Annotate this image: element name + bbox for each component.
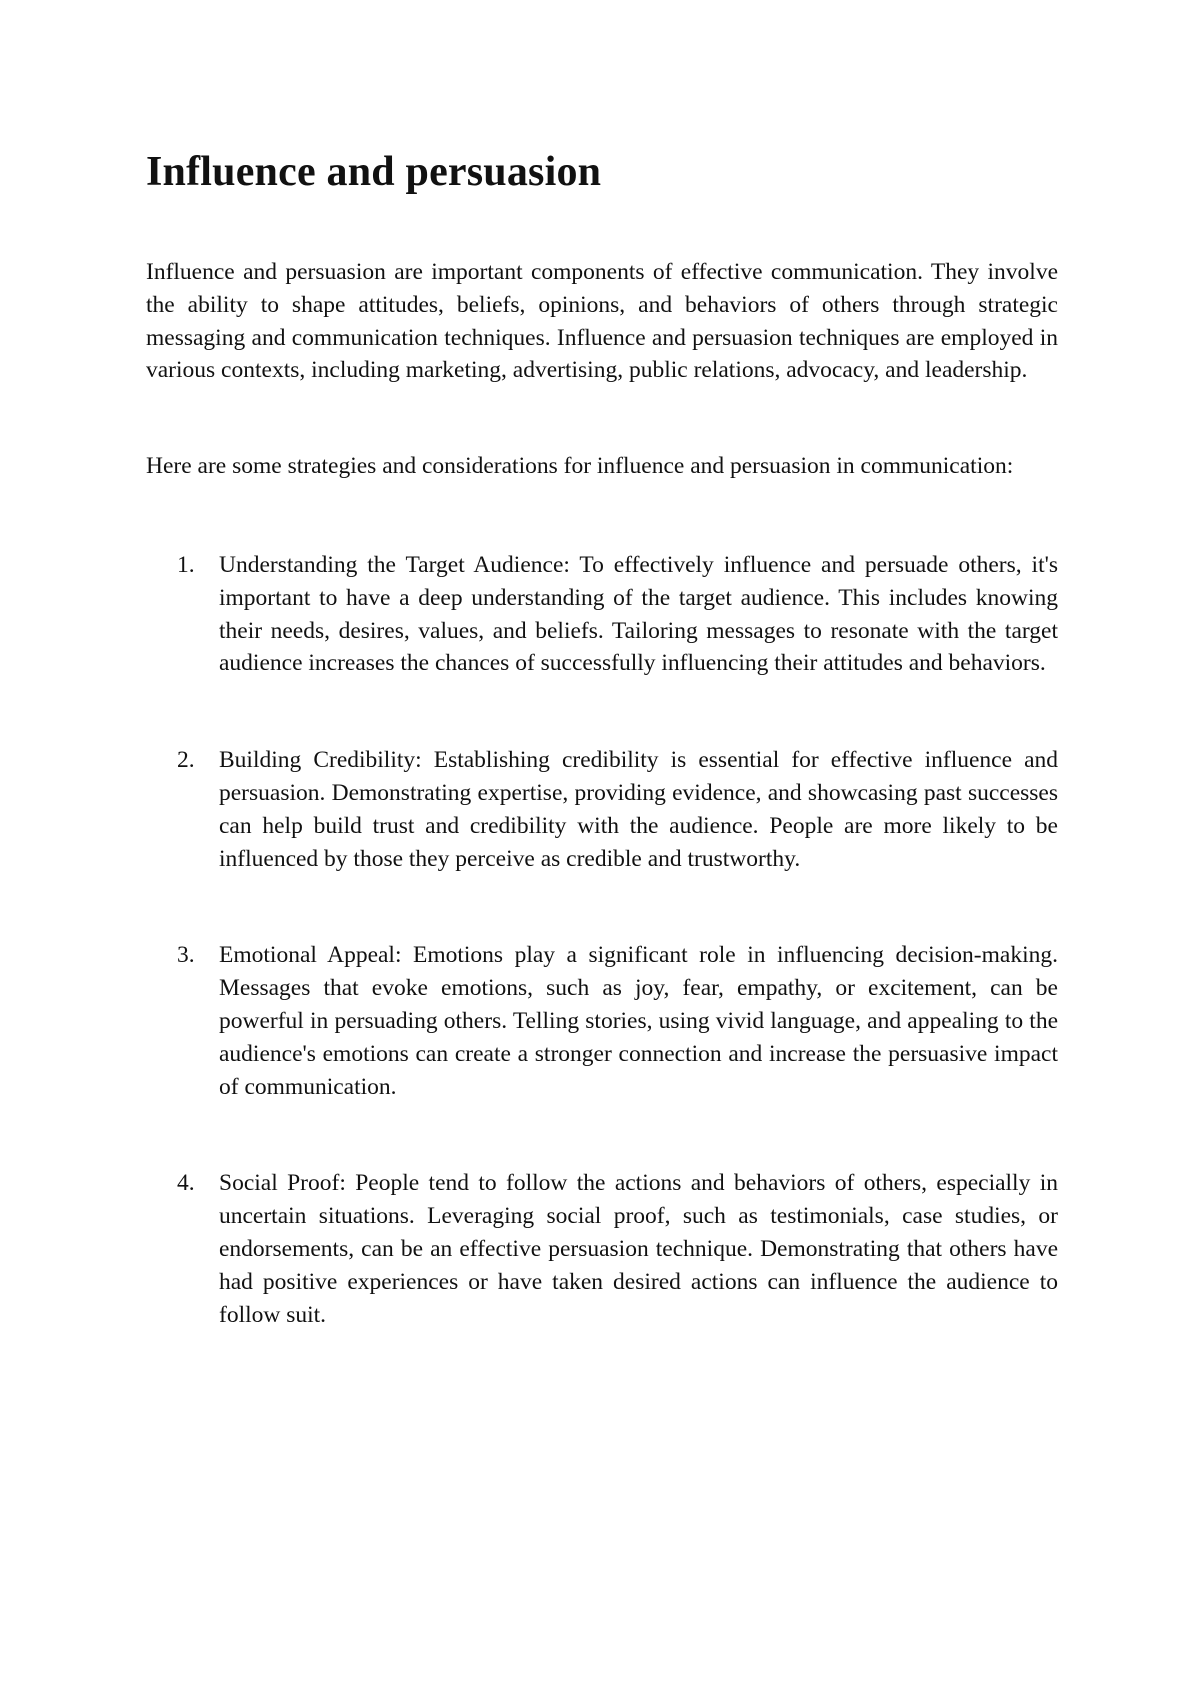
page-title: Influence and persuasion	[146, 149, 602, 195]
list-item-text: Building Credibility: Establishing credibility is essential for effective influence and persuasion. Demonstrating expertise, providing evidence, and showcasing past successes can help build trust and credibility with the audience. People are more likely to be influenced by those they perceive as credible and trustworthy.	[219, 747, 1058, 872]
list-item-number: 2.	[177, 747, 195, 774]
list-item-text: Emotional Appeal: Emotions play a significant role in influencing decision-making. Messages that evoke emotions, such as joy, fear, empathy, or excitement, can be powerful in persuading others. Telling stories, using vivid language, and appealing to the audience's emotions can create a stronger connection and increase the persuasive impact of communication.	[219, 942, 1058, 1100]
list-item	[146, 549, 1058, 680]
list-item-number: 4.	[177, 1170, 195, 1197]
list-item-text: Understanding the Target Audience: To effectively influence and persuade others, it's important to have a deep understanding of the target audience. This includes knowing their needs, desires, values, and beliefs. Tailoring messages to resonate with the target audience increases the chances of successfully influencing their attitudes and behaviors.	[219, 551, 1058, 677]
list-item-text: Social Proof: People tend to follow the actions and behaviors of others, especially in uncertain situations. Leveraging social proof, such as testimonials, case studies, or endorsements, can be an effective persuasion technique. Demonstrating that others have had positive experiences or have taken desired actions can influence the audience to follow suit.	[219, 1170, 1058, 1328]
list-item-number: 1.	[177, 551, 195, 578]
lead-paragraph: Here are some strategies and considerations for influence and persuasion in communication:	[146, 453, 1014, 480]
intro-paragraph: Influence and persuasion are important components of effective communication. They involve the ability to shape attitudes, beliefs, opinions, and behaviors of others through strategic messaging and communication techniques. Influence and persuasion techniques are employed in various contexts, including marketing, advertising, public relations, advocacy, and leadership.	[146, 259, 1058, 384]
list-item	[146, 1167, 1058, 1331]
list-item	[146, 939, 1058, 1103]
document-body	[146, 144, 1058, 1331]
list-item-number: 3.	[177, 942, 195, 969]
strategy-list	[146, 549, 1058, 1331]
list-item	[146, 744, 1058, 875]
